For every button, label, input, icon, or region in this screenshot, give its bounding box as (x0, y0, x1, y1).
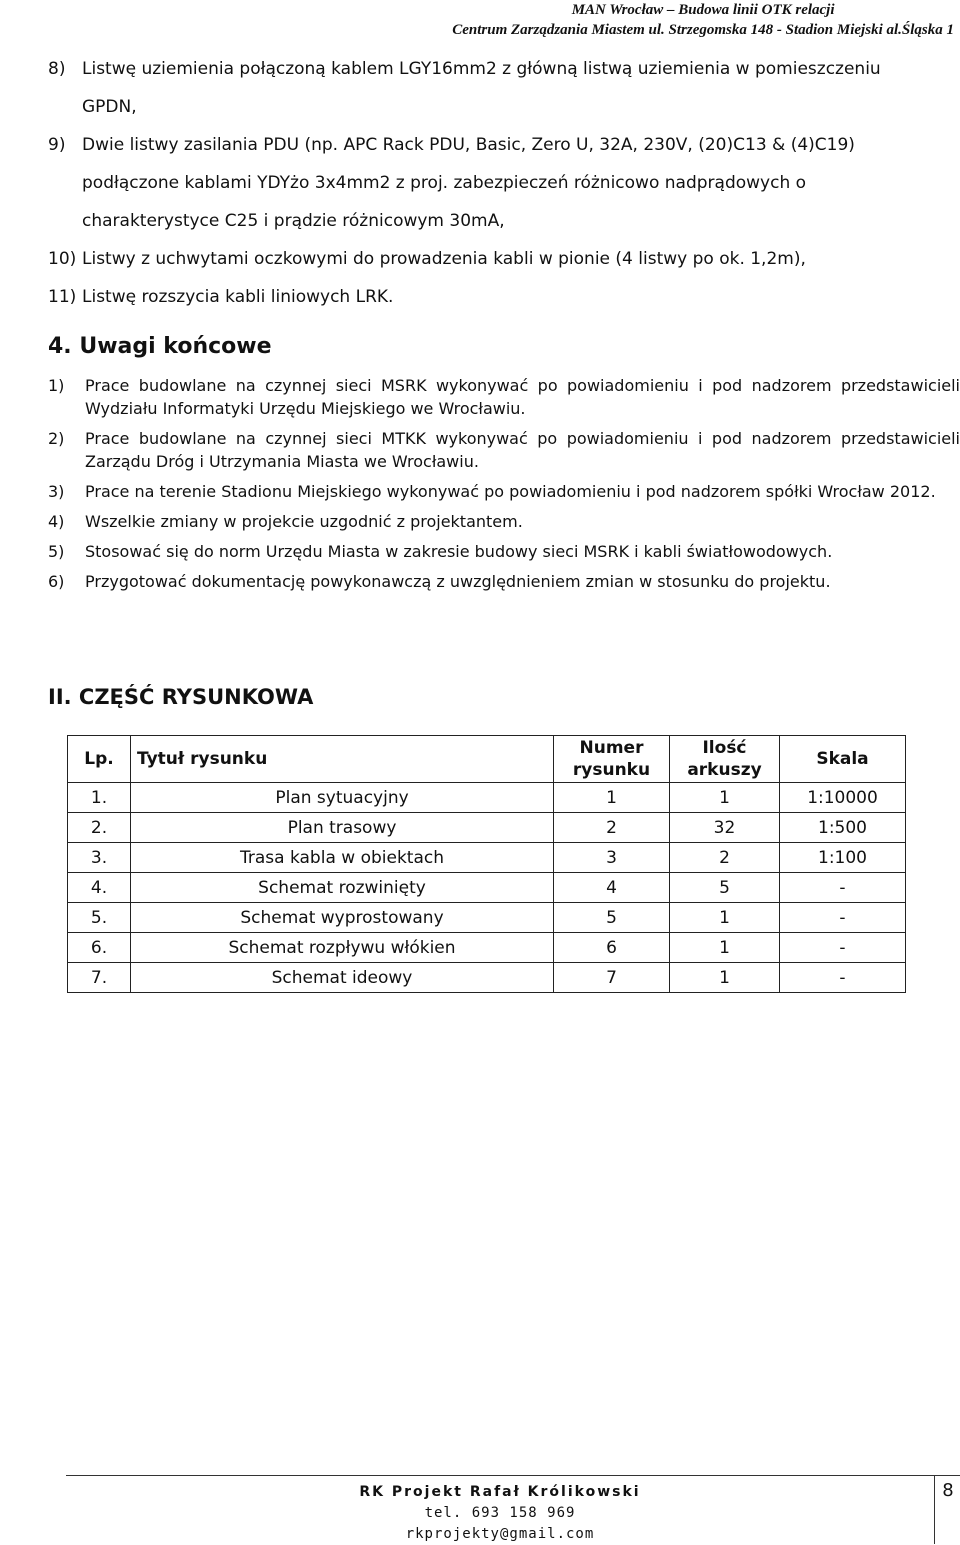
list-item (48, 50, 948, 88)
cell-scale: - (780, 873, 906, 903)
cell-count: 2 (670, 843, 780, 873)
cell-scale: - (780, 963, 906, 993)
item-text: Listwę uziemienia połączoną kablem LGY16mm2 z główną listwą uziemienia w pomieszczeniu (82, 59, 881, 79)
table-row (68, 813, 906, 843)
note-text: Prace na terenie Stadionu Miejskiego wykonywać po powiadomieniu i pod nadzorem spółki Wrocław 2012. (85, 482, 936, 501)
table-row (68, 783, 906, 813)
list-item (48, 126, 948, 164)
item-number: 10) (48, 249, 77, 269)
list-item (48, 427, 960, 473)
list-item (48, 570, 960, 593)
table-row (68, 903, 906, 933)
cell-lp: 7. (68, 963, 131, 993)
column-header-scale: Skala (780, 736, 906, 783)
cell-lp: 2. (68, 813, 131, 843)
note-text: Przygotować dokumentację powykonawczą z uwzględnieniem zmian w stosunku do projektu. (85, 572, 831, 591)
section-title-final-remarks: 4. Uwagi końcowe (48, 334, 272, 359)
list-item (48, 510, 960, 533)
cell-count: 1 (670, 783, 780, 813)
note-number: 2) (48, 429, 65, 448)
item-text: charakterystyce C25 i prądzie różnicowym 30mA, (82, 211, 505, 231)
page-number: 8 (942, 1480, 954, 1501)
drawings-table (67, 735, 906, 993)
list-item (48, 374, 960, 420)
cell-lp: 3. (68, 843, 131, 873)
cell-scale: - (780, 933, 906, 963)
footer-company: RK Projekt Rafał Królikowski (359, 1484, 641, 1500)
item-text: Listwy z uchwytami oczkowymi do prowadzenia kabli w pionie (4 listwy po ok. 1,2m), (82, 249, 806, 269)
table-row (68, 843, 906, 873)
section-title-drawings: II. CZĘŚĆ RYSUNKOWA (48, 685, 314, 709)
cell-number: 1 (554, 783, 670, 813)
note-number: 5) (48, 542, 65, 561)
cell-number: 7 (554, 963, 670, 993)
note-number: 3) (48, 482, 65, 501)
page-footer (66, 1475, 934, 1544)
cell-count: 5 (670, 873, 780, 903)
table-row (68, 873, 906, 903)
cell-scale: 1:10000 (780, 783, 906, 813)
note-text: Prace budowlane na czynnej sieci MTKK wykonywać po powiadomieniu i pod nadzorem przedstawicieli Zarządu Dróg i Utrzymania Miasta we Wrocławiu. (85, 429, 960, 471)
item-number: 11) (48, 287, 77, 307)
item-text: Listwę rozszycia kabli liniowych LRK. (82, 287, 394, 307)
cell-number: 6 (554, 933, 670, 963)
equipment-list (48, 50, 948, 316)
list-item (48, 540, 960, 563)
cell-count: 1 (670, 963, 780, 993)
item-text: Dwie listwy zasilania PDU (np. APC Rack PDU, Basic, Zero U, 32A, 230V, (20)C13 & (4)C19) (82, 135, 855, 155)
column-header-title: Tytuł rysunku (131, 736, 554, 783)
table-header-row (68, 736, 906, 783)
note-number: 6) (48, 572, 65, 591)
cell-title: Schemat rozwinięty (131, 873, 554, 903)
cell-scale: - (780, 903, 906, 933)
cell-lp: 4. (68, 873, 131, 903)
list-item-continuation (48, 202, 948, 240)
cell-scale: 1:100 (780, 843, 906, 873)
cell-number: 5 (554, 903, 670, 933)
item-text: GPDN, (82, 97, 137, 117)
column-header-number: Numer rysunku (554, 736, 670, 783)
page-header (452, 0, 954, 40)
cell-number: 2 (554, 813, 670, 843)
cell-title: Schemat ideowy (131, 963, 554, 993)
note-number: 1) (48, 376, 65, 395)
list-item (48, 240, 948, 278)
column-header-count: Ilość arkuszy (670, 736, 780, 783)
footer-phone: tel. 693 158 969 (424, 1505, 576, 1521)
table-row (68, 933, 906, 963)
cell-count: 1 (670, 933, 780, 963)
table-row (68, 963, 906, 993)
cell-number: 3 (554, 843, 670, 873)
final-remarks-list (48, 374, 960, 600)
footer-email: rkprojekty@gmail.com (405, 1526, 595, 1542)
list-item-continuation (48, 164, 948, 202)
list-item (48, 278, 948, 316)
cell-title: Plan trasowy (131, 813, 554, 843)
column-header-lp: Lp. (68, 736, 131, 783)
cell-number: 4 (554, 873, 670, 903)
cell-lp: 6. (68, 933, 131, 963)
cell-title: Trasa kabla w obiektach (131, 843, 554, 873)
item-text: podłączone kablami YDYżo 3x4mm2 z proj. zabezpieczeń różnicowo nadprądowych o (82, 173, 807, 193)
cell-lp: 5. (68, 903, 131, 933)
cell-count: 1 (670, 903, 780, 933)
cell-title: Schemat rozpływu włókien (131, 933, 554, 963)
item-number: 8) (48, 59, 66, 79)
cell-count: 32 (670, 813, 780, 843)
list-item-continuation (48, 88, 948, 126)
cell-title: Schemat wyprostowany (131, 903, 554, 933)
footer-contact (66, 1482, 934, 1545)
note-text: Prace budowlane na czynnej sieci MSRK wykonywać po powiadomieniu i pod nadzorem przedstawicieli Wydziału Informatyki Urzędu Miejskiego we Wrocławiu. (85, 376, 960, 418)
cell-lp: 1. (68, 783, 131, 813)
header-line-2: Centrum Zarządzania Miastem ul. Strzegomska 148 - Stadion Miejski al.Śląska 1 (452, 22, 954, 38)
note-text: Wszelkie zmiany w projekcie uzgodnić z projektantem. (85, 512, 523, 531)
cell-scale: 1:500 (780, 813, 906, 843)
page-number-box (934, 1475, 960, 1544)
list-item (48, 480, 960, 503)
note-text: Stosować się do norm Urzędu Miasta w zakresie budowy sieci MSRK i kabli światłowodowych. (85, 542, 833, 561)
header-line-1: MAN Wrocław – Budowa linii OTK relacji (571, 2, 835, 18)
note-number: 4) (48, 512, 65, 531)
cell-title: Plan sytuacyjny (131, 783, 554, 813)
item-number: 9) (48, 135, 66, 155)
